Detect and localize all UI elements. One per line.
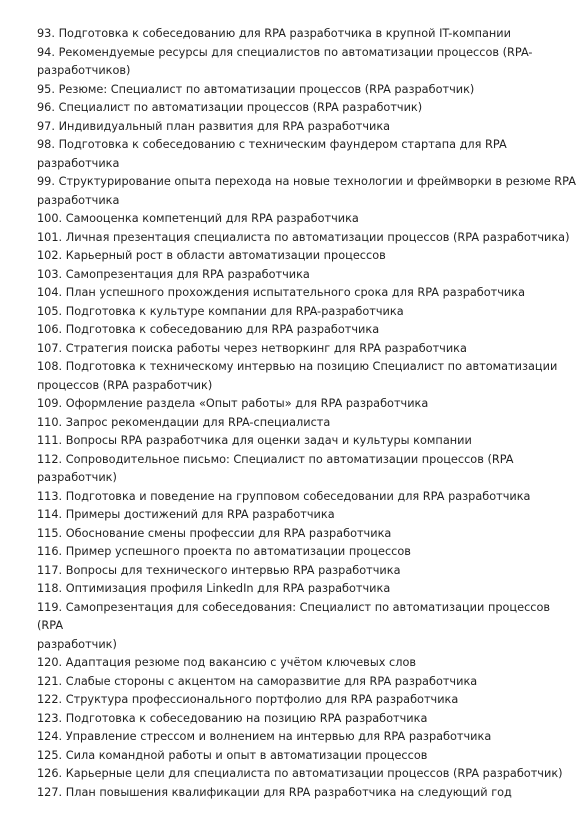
list-item bbox=[37, 543, 576, 562]
list-item-text: Резюме: Специалист по автоматизации процессов (RPA разработчик) bbox=[58, 82, 475, 96]
list-item-text-continuation: разработчика bbox=[37, 193, 120, 207]
list-item-text: Подготовка и поведение на групповом собеседовании для RPA разработчика bbox=[65, 489, 531, 503]
list-item bbox=[37, 210, 576, 229]
list-item bbox=[37, 358, 576, 395]
list-item-number: 120. bbox=[37, 656, 63, 669]
list-item-number: 117. bbox=[37, 563, 63, 577]
list-item bbox=[37, 599, 576, 655]
list-item-text: Структура профессионального портфолио для RPA разработчика bbox=[65, 693, 459, 706]
list-item bbox=[37, 247, 576, 266]
list-item-text: Сопроводительное письмо: Специалист по автоматизации процессов (RPA bbox=[65, 452, 514, 466]
list-item-text: Подготовка к собеседованию для RPA разработчика bbox=[65, 323, 380, 336]
list-item-text: Стратегия поиска работы через нетворкинг для RPA разработчика bbox=[65, 341, 467, 355]
list-item-number: 110. bbox=[37, 415, 63, 429]
list-item-text: Подготовка к собеседованию с техническим фаундером стартапа для RPA разработчика bbox=[37, 138, 507, 170]
list-item-text-continuation: разработчиков) bbox=[37, 64, 131, 77]
list-item-text: Карьерный рост в области автоматизации процессов bbox=[65, 249, 386, 262]
list-item bbox=[37, 414, 576, 433]
list-item-number: 104. bbox=[37, 286, 63, 299]
list-item-text: Слабые стороны с акцентом на саморазвитие для RPA разработчика bbox=[65, 674, 478, 688]
list-item bbox=[37, 728, 576, 747]
list-item bbox=[37, 654, 576, 673]
list-item-text: Управление стрессом и волнением на интервью для RPA разработчика bbox=[65, 730, 492, 743]
list-item bbox=[37, 118, 576, 137]
list-item-text: Пример успешного проекта по автоматизации процессов bbox=[65, 545, 411, 558]
list-item bbox=[37, 525, 576, 544]
list-item-text: Вопросы RPA разработчика для оценки задач и культуры компании bbox=[65, 434, 472, 447]
list-item-number: 98. bbox=[37, 138, 55, 151]
list-item-text-continuation: процессов (RPA разработчик) bbox=[37, 378, 213, 392]
list-item-number: 125. bbox=[37, 748, 63, 762]
list-item-number: 102. bbox=[37, 249, 63, 262]
list-item-number: 109. bbox=[37, 397, 63, 410]
list-item-number: 97. bbox=[37, 119, 55, 133]
list-item bbox=[37, 284, 576, 303]
list-item bbox=[37, 673, 576, 692]
list-item bbox=[37, 303, 576, 322]
list-item-text-continuation: разработчик) bbox=[37, 471, 117, 484]
list-item bbox=[37, 691, 576, 710]
list-item-text: Оформление раздела «Опыт работы» для RPA разработчика bbox=[65, 397, 429, 410]
list-item-number: 114. bbox=[37, 508, 63, 521]
list-item-text: Специалист по автоматизации процессов (RPA разработчик) bbox=[58, 101, 423, 114]
list-item-text: План повышения квалификации для RPA разработчика на следующий год bbox=[65, 785, 512, 799]
list-item-number: 100. bbox=[37, 212, 63, 225]
list-item-number: 113. bbox=[37, 489, 63, 503]
list-item-text: Структурирование опыта перехода на новые технологии и фреймворки в резюме RPA bbox=[58, 175, 576, 188]
list-item-number: 107. bbox=[37, 341, 63, 355]
list-item-number: 122. bbox=[37, 693, 63, 706]
list-item-number: 103. bbox=[37, 267, 63, 281]
list-item-text: Подготовка к собеседованию на позицию RPA разработчика bbox=[65, 711, 428, 725]
list-item bbox=[37, 562, 576, 581]
list-item-number: 127. bbox=[37, 785, 63, 799]
list-item bbox=[37, 747, 576, 766]
list-item bbox=[37, 432, 576, 451]
list-item-number: 96. bbox=[37, 101, 55, 114]
list-item-text: Личная презентация специалиста по автоматизации процессов (RPA разработчика) bbox=[65, 230, 570, 244]
list-item bbox=[37, 340, 576, 359]
list-item bbox=[37, 765, 576, 784]
list-item-number: 126. bbox=[37, 767, 63, 780]
list-item-number: 121. bbox=[37, 674, 63, 688]
list-item bbox=[37, 395, 576, 414]
list-item-text: Обоснование смены профессии для RPA разработчика bbox=[65, 526, 392, 540]
list-item-text: Подготовка к культуре компании для RPA-разработчика bbox=[65, 304, 404, 318]
list-item-text: Рекомендуемые ресурсы для специалистов по автоматизации процессов (RPA- bbox=[58, 45, 533, 59]
list-item bbox=[37, 784, 576, 803]
list-item-text: Оптимизация профиля LinkedIn для RPA разработчика bbox=[65, 582, 391, 595]
list-item bbox=[37, 99, 576, 118]
list-item-text-continuation: разработчик) bbox=[37, 637, 117, 651]
list-item bbox=[37, 488, 576, 507]
list-item-number: 108. bbox=[37, 360, 63, 373]
list-item-text: Примеры достижений для RPA разработчика bbox=[65, 508, 335, 521]
list-item-text: Адаптация резюме под вакансию с учётом ключевых слов bbox=[65, 656, 417, 669]
list-item bbox=[37, 229, 576, 248]
list-item-number: 112. bbox=[37, 452, 63, 466]
list-item bbox=[37, 266, 576, 285]
list-item-text: Сила командной работы и опыт в автоматизации процессов bbox=[65, 748, 428, 762]
list-item bbox=[37, 81, 576, 100]
list-item-text: Подготовка к техническому интервью на позицию Специалист по автоматизации bbox=[65, 360, 558, 373]
list-item-text: Запрос рекомендации для RPA-специалиста bbox=[65, 415, 331, 429]
list-item-text: Вопросы для технического интервью RPA разработчика bbox=[65, 563, 401, 577]
list-item bbox=[37, 173, 576, 210]
list-item-text: Карьерные цели для специалиста по автоматизации процессов (RPA разработчик) bbox=[65, 767, 563, 780]
list-item-text: Самопрезентация для RPA разработчика bbox=[65, 267, 310, 281]
list-item bbox=[37, 451, 576, 488]
list-item-number: 99. bbox=[37, 175, 55, 188]
list-item-number: 105. bbox=[37, 304, 63, 318]
list-item-number: 95. bbox=[37, 82, 55, 96]
list-item bbox=[37, 44, 576, 81]
list-item bbox=[37, 25, 576, 44]
list-item-text: Индивидуальный план развития для RPA разработчика bbox=[58, 119, 391, 133]
list-item-text: Самопрезентация для собеседования: Специалист по автоматизации процессов (RPA bbox=[37, 600, 551, 632]
list-item-number: 106. bbox=[37, 323, 63, 336]
list-item-number: 93. bbox=[37, 27, 55, 40]
numbered-list bbox=[0, 25, 576, 802]
list-item-number: 123. bbox=[37, 711, 63, 725]
list-item-text: План успешного прохождения испытательного срока для RPA разработчика bbox=[65, 286, 526, 299]
list-item-number: 116. bbox=[37, 545, 63, 558]
list-item bbox=[37, 580, 576, 599]
list-item-number: 101. bbox=[37, 230, 63, 244]
list-item-text: Самооценка компетенций для RPA разработчика bbox=[65, 212, 359, 225]
list-item-number: 119. bbox=[37, 600, 63, 614]
list-item-number: 124. bbox=[37, 730, 63, 743]
list-item bbox=[37, 506, 576, 525]
list-item-number: 111. bbox=[37, 434, 63, 447]
list-item-number: 118. bbox=[37, 582, 63, 595]
list-item bbox=[37, 321, 576, 340]
list-item-number: 94. bbox=[37, 45, 55, 59]
list-item bbox=[37, 136, 576, 173]
list-item-text: Подготовка к собеседованию для RPA разработчика в крупной IT-компании bbox=[58, 27, 511, 40]
list-item bbox=[37, 710, 576, 729]
list-item-number: 115. bbox=[37, 526, 63, 540]
